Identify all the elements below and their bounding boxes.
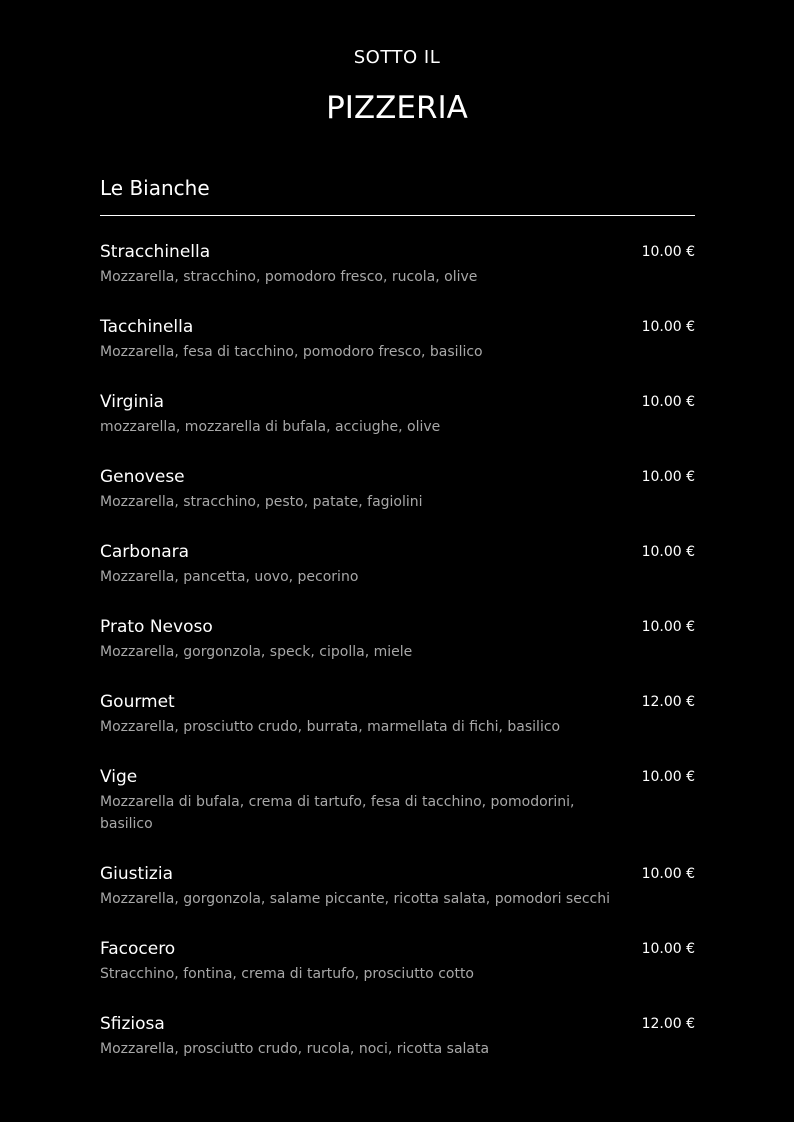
item-price: 10.00 € — [641, 244, 695, 260]
menu-item — [100, 391, 695, 438]
menu-list — [100, 241, 695, 1088]
menu-item — [100, 863, 695, 910]
item-name: Tacchinella — [100, 317, 194, 337]
menu-item — [100, 466, 695, 513]
item-name: Carbonara — [100, 542, 190, 562]
item-name: Giustizia — [100, 864, 173, 884]
menu-item — [100, 1013, 695, 1060]
item-price: 10.00 € — [641, 769, 695, 785]
item-name: Virginia — [100, 392, 165, 412]
item-description: Mozzarella, fesa di tacchino, pomodoro fresco, basilico — [100, 344, 483, 360]
brand-subtitle: SOTTO IL — [353, 47, 441, 68]
menu-item — [100, 691, 695, 738]
item-name: Prato Nevoso — [100, 617, 213, 637]
item-price: 10.00 € — [641, 941, 695, 957]
menu-item — [100, 241, 695, 288]
item-price: 10.00 € — [641, 319, 695, 335]
menu-item — [100, 938, 695, 985]
item-price: 10.00 € — [641, 469, 695, 485]
item-description: Mozzarella, prosciutto crudo, burrata, marmellata di fichi, basilico — [100, 719, 561, 735]
item-description: Mozzarella, gorgonzola, speck, cipolla, miele — [100, 644, 413, 660]
item-description: Mozzarella, stracchino, pomodoro fresco, rucola, olive — [100, 269, 478, 285]
item-name: Facocero — [100, 939, 176, 959]
item-description: Mozzarella, gorgonzola, salame piccante, ricotta salata, pomodori secchi — [100, 891, 610, 907]
menu-item — [100, 766, 695, 835]
item-price: 10.00 € — [641, 394, 695, 410]
item-name: Gourmet — [100, 692, 175, 712]
menu-item — [100, 541, 695, 588]
item-price: 10.00 € — [641, 619, 695, 635]
item-price: 10.00 € — [641, 866, 695, 882]
item-description: mozzarella, mozzarella di bufala, acciughe, olive — [100, 419, 441, 435]
item-description: Mozzarella, stracchino, pesto, patate, fagiolini — [100, 494, 423, 510]
item-description: Mozzarella, pancetta, uovo, pecorino — [100, 569, 359, 585]
section-title: Le Bianche — [100, 176, 210, 200]
menu-item — [100, 616, 695, 663]
item-name: Genovese — [100, 467, 185, 487]
item-description: Stracchino, fontina, crema di tartufo, prosciutto cotto — [100, 966, 474, 982]
brand-title: PIZZERIA — [326, 90, 468, 126]
item-name: Vige — [100, 767, 138, 787]
menu-item — [100, 316, 695, 363]
item-description: Mozzarella di bufala, crema di tartufo, fesa di tacchino, pomodorini, basilico — [100, 794, 575, 832]
item-name: Sfiziosa — [100, 1014, 165, 1034]
item-description: Mozzarella, prosciutto crudo, rucola, noci, ricotta salata — [100, 1041, 490, 1057]
item-price: 10.00 € — [641, 544, 695, 560]
item-price: 12.00 € — [641, 1016, 695, 1032]
section-divider — [100, 215, 695, 216]
item-price: 12.00 € — [641, 694, 695, 710]
item-name: Stracchinella — [100, 242, 211, 262]
